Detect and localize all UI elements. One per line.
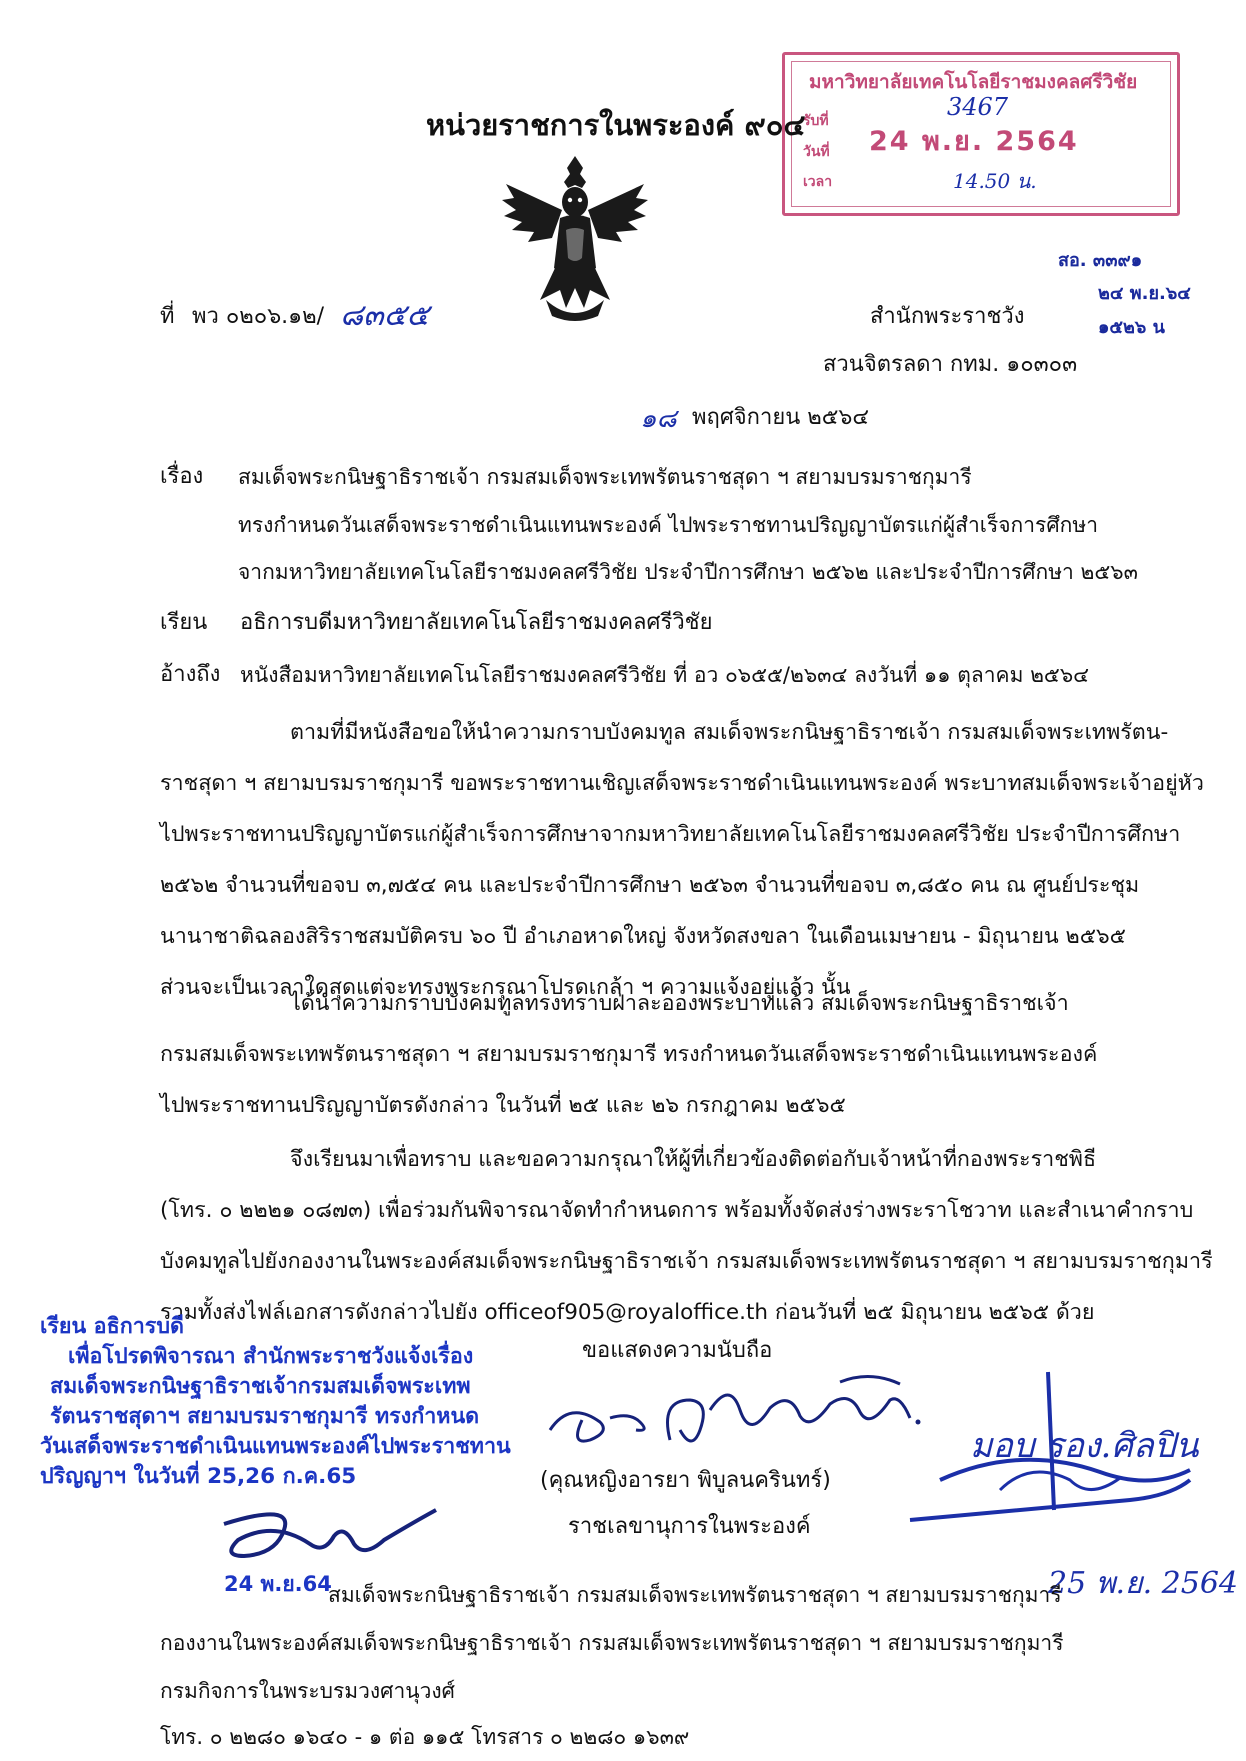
routing-note-line: วันเสด็จพระราชดำเนินแทนพระองค์ไปพระราชทาน: [40, 1434, 511, 1459]
official-signature-icon: [540, 1360, 940, 1470]
footer-line2: กองงานในพระองค์สมเด็จพระกนิษฐาธิราชเจ้า กรมสมเด็จพระเทพรัตนราชสุดา ฯ สยามบรมราชกุมารี: [160, 1631, 1064, 1655]
subject-line3: จากมหาวิทยาลัยเทคโนโลยีราชมงคลศรีวิชัย ประจำปีการศึกษา ๒๕๖๒ และประจำปีการศึกษา ๒๕๖๓: [238, 560, 1138, 584]
subject-line2: ทรงกำหนดวันเสด็จพระราชดำเนินแทนพระองค์ ไปพระราชทานปริญญาบัตรแก่ผู้สำเร็จการศึกษา: [238, 513, 1099, 537]
receipt-note-line3: ๑๕๒๖ น: [1098, 317, 1165, 338]
para3-line: รวมทั้งส่งไฟล์เอกสารดังกล่าวไปยัง officeof905@royaloffice.th ก่อนวันที่ ๒๕ มิถุนายน ๒๕๖๕ ด้วย: [160, 1300, 1095, 1325]
office-address: สวนจิตรลดา กทม. ๑๐๓๐๓: [823, 352, 1078, 377]
para1-line: ไปพระราชทานปริญญาบัตรแก่ผู้สำเร็จการศึกษาจากมหาวิทยาลัยเทคโนโลยีราชมงคลศรีวิชัย ประจำปีการศึกษา: [160, 822, 1181, 847]
paragraph-3: [160, 1134, 1213, 1338]
receipt-note-line1: สอ. ๓๓๙๑: [1058, 250, 1143, 271]
routing-note-line: เพื่อโปรดพิจารณา สำนักพระราชวังแจ้งเรื่อง: [68, 1344, 474, 1369]
paragraph-1: [160, 707, 1204, 1013]
subject-line1: สมเด็จพระกนิษฐาธิราชเจ้า กรมสมเด็จพระเทพรัตนราชสุดา ฯ สยามบรมราชกุมารี: [238, 465, 972, 489]
para2-line: ไปพระราชทานปริญญาบัตรดังกล่าว ในวันที่ ๒๕ และ ๒๖ กรกฎาคม ๒๕๖๕: [160, 1093, 846, 1118]
letter-date: พฤศจิกายน ๒๕๖๔: [692, 405, 870, 430]
note-date: 24 พ.ย.64: [224, 1572, 332, 1596]
assign-date: 25 พ.ย. 2564: [1048, 1566, 1239, 1601]
receipt-note-line2: ๒๔ พ.ย.๖๔: [1098, 283, 1191, 304]
stamp-time: 14.50 น.: [953, 169, 1037, 193]
routing-note-line: ปริญญาฯ ในวันที่ 25,26 ก.ค.65: [40, 1464, 357, 1489]
routing-note-line: สมเด็จพระกนิษฐาธิราชเจ้ากรมสมเด็จพระเทพ: [50, 1374, 471, 1399]
para1-line: นานาชาติฉลองสิริราชสมบัติครบ ๖๐ ปี อำเภอหาดใหญ่ จังหวัดสงขลา ในเดือนเมษายน - มิถุนายน ๒๕๖๕: [160, 924, 1126, 949]
footer-line3: กรมกิจการในพระบรมวงศานุวงศ์: [160, 1679, 456, 1703]
signer-name: (คุณหญิงอารยา พิบูลนครินทร์): [540, 1468, 831, 1493]
routing-note-line: เรียน อธิการบดี: [40, 1314, 184, 1339]
to-label: เรียน: [160, 610, 208, 635]
para1-line: ส่วนจะเป็นเวลาใดสุดแต่จะทรงพระกรุณาโปรดเกล้า ฯ ความแจ้งอยู่แล้ว นั้น: [160, 975, 851, 1000]
stamp-date-label: วันที่: [803, 144, 830, 160]
stamp-recv-label: รับที่: [803, 113, 829, 129]
stamp-time-label: เวลา: [803, 174, 833, 190]
stamp-recv-no: 3467: [947, 93, 1009, 121]
para3-line: จึงเรียนมาเพื่อทราบ และขอความกรุณาให้ผู้ที่เกี่ยวข้องติดต่อกับเจ้าหน้าที่กองพระราชพิธี: [290, 1147, 1097, 1172]
routing-note-line: รัตนราชสุดาฯ สยามบรมราชกุมารี ทรงกำหนด: [50, 1404, 480, 1429]
ref-number-handwritten: ๘๓๕๕: [340, 298, 430, 333]
assign-signature-icon: [900, 1360, 1200, 1540]
ref-number: พว ๐๒๐๖.๑๒/: [192, 304, 325, 329]
closing-regards: ขอแสดงความนับถือ: [582, 1338, 773, 1363]
receiving-stamp: [782, 52, 1180, 216]
para1-line: ตามที่มีหนังสือขอให้นำความกราบบังคมทูล สมเด็จพระกนิษฐาธิราชเจ้า กรมสมเด็จพระเทพรัตน-: [290, 720, 1169, 745]
agency-heading: หน่วยราชการในพระองค์ ๙๐๔: [426, 108, 806, 142]
para3-line: บังคมทูลไปยังกองงานในพระองค์สมเด็จพระกนิษฐาธิราชเจ้า กรมสมเด็จพระเทพรัตนราชสุดา ฯ สยามบรมราชกุมารี: [160, 1249, 1213, 1274]
to-recipient: อธิการบดีมหาวิทยาลัยเทคโนโลยีราชมงคลศรีวิชัย: [240, 610, 713, 635]
footer-line4: โทร. ๐ ๒๒๘๐ ๑๖๔๐ - ๑ ต่อ ๑๑๕ โทรสาร ๐ ๒๒๘๐ ๑๖๓๙: [160, 1725, 690, 1749]
para2-line: ได้นำความกราบบังคมทูลทรงทราบฝ่าละอองพระบาทแล้ว สมเด็จพระกนิษฐาธิราชเจ้า: [290, 991, 1069, 1016]
date-handwritten: ๑๘: [640, 404, 677, 434]
para1-line: ราชสุดา ฯ สยามบรมราชกุมารี ขอพระราชทานเชิญเสด็จพระราชดำเนินแทนพระองค์ พระบาทสมเด็จพระเจ้าอยู่หัว: [160, 771, 1204, 796]
footer-line1: สมเด็จพระกนิษฐาธิราชเจ้า กรมสมเด็จพระเทพรัตนราชสุดา ฯ สยามบรมราชกุมารี: [328, 1583, 1062, 1607]
paragraph-2: [160, 978, 1110, 1131]
garuda-emblem-icon: [500, 150, 650, 322]
reference-label: อ้างถึง: [160, 662, 221, 687]
para3-line: (โทร. ๐ ๒๒๒๑ ๐๘๗๓) เพื่อร่วมกันพิจารณาจัดทำกำหนดการ พร้อมทั้งจัดส่งร่างพระราโชวาท และสำเนาคำกราบ: [160, 1198, 1194, 1223]
stamp-university: มหาวิทยาลัยเทคโนโลยีราชมงคลศรีวิชัย: [809, 71, 1138, 93]
ref-label: ที่: [160, 304, 175, 329]
stamp-date: 24 พ.ย. 2564: [869, 126, 1079, 157]
para1-line: ๒๕๖๒ จำนวนที่ขอจบ ๓,๗๕๔ คน และประจำปีการศึกษา ๒๕๖๓ จำนวนที่ขอจบ ๓,๘๕๐ คน ณ ศูนย์ประชุม: [160, 873, 1140, 898]
subject-label: เรื่อง: [160, 464, 204, 489]
signer-title: ราชเลขานุการในพระองค์: [568, 1514, 811, 1539]
routing-note: [40, 1312, 511, 1492]
office-name: สำนักพระราชวัง: [870, 304, 1025, 329]
assign-annotation: มอบ รอง.ศิลปิน: [970, 1426, 1199, 1466]
reference-text: หนังสือมหาวิทยาลัยเทคโนโลยีราชมงคลศรีวิชัย ที่ อว ๐๖๕๕/๒๖๓๔ ลงวันที่ ๑๑ ตุลาคม ๒๕๖๔: [240, 663, 1090, 687]
para2-line: กรมสมเด็จพระเทพรัตนราชสุดา ฯ สยามบรมราชกุมารี ทรงกำหนดวันเสด็จพระราชดำเนินแทนพระองค์: [160, 1042, 1098, 1067]
